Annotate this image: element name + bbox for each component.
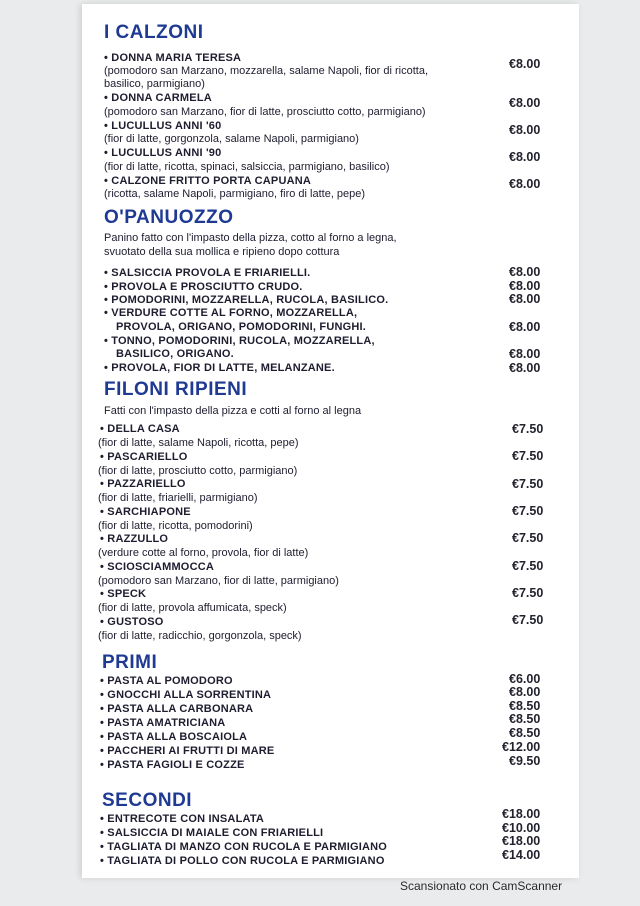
menu-item-price: €7.50 <box>512 531 544 545</box>
menu-item-desc: (pomodoro san Marzano, fior di latte, prosciutto cotto, parmigiano) <box>104 106 426 118</box>
menu-item-name: • PASTA ALLA CARBONARA <box>100 703 254 715</box>
menu-item-desc: (verdure cotte al forno, provola, fior di latte) <box>98 547 309 559</box>
menu-item-name: • TAGLIATA DI POLLO CON RUCOLA E PARMIGIANO <box>100 855 385 867</box>
menu-item-name: • PROVOLA, FIOR DI LATTE, MELANZANE. <box>104 362 335 374</box>
menu-item-price: €8.00 <box>509 347 541 361</box>
menu-item-price: €7.50 <box>512 422 544 436</box>
scanner-watermark: Scansionato con CamScanner <box>400 879 563 893</box>
menu-item-price: €14.00 <box>502 848 541 862</box>
menu-item-price: €7.50 <box>512 559 544 573</box>
menu-item-price: €6.00 <box>509 672 541 686</box>
menu-item-price: €8.00 <box>509 292 541 306</box>
menu-item-price: €8.00 <box>509 279 541 293</box>
menu-item-name: • PASCARIELLO <box>100 451 188 463</box>
menu-item-name: • CALZONE FRITTO PORTA CAPUANA <box>104 175 312 187</box>
menu-item-desc: (fior di latte, gorgonzola, salame Napoli, parmigiano) <box>104 133 359 145</box>
section-intro: svuotato della sua mollica e ripieno dopo cottura <box>104 246 340 258</box>
menu-item-price: €8.00 <box>509 177 541 191</box>
menu-item-desc: (pomodoro san Marzano, fior di latte, parmigiano) <box>98 575 339 587</box>
menu-item-name: • PASTA AL POMODORO <box>100 675 233 687</box>
menu-item-name: • PROVOLA E PROSCIUTTO CRUDO. <box>104 281 303 293</box>
section-title-filoni: FILONI RIPIENI <box>104 379 248 400</box>
menu-item-name: • PAZZARIELLO <box>100 478 186 490</box>
menu-item-desc: (ricotta, salame Napoli, parmigiano, firo di latte, pepe) <box>104 188 366 200</box>
menu-item-price: €8.00 <box>509 96 541 110</box>
menu-item-name: • POMODORINI, MOZZARELLA, RUCOLA, BASILICO. <box>104 294 389 306</box>
menu-item-price: €18.00 <box>502 834 541 848</box>
menu-item-name: • TAGLIATA DI MANZO CON RUCOLA E PARMIGIANO <box>100 841 388 853</box>
menu-item-desc: (fior di latte, radicchio, gorgonzola, speck) <box>98 630 302 642</box>
menu-item-price: €8.00 <box>509 123 541 137</box>
menu-item-name: • ENTRECOTE CON INSALATA <box>100 813 265 825</box>
menu-item-price: €7.50 <box>512 613 544 627</box>
menu-item-name: • DELLA CASA <box>100 423 180 435</box>
menu-item-name: • DONNA MARIA TERESA <box>104 52 242 64</box>
menu-item-desc: (pomodoro san Marzano, mozzarella, salame Napoli, fior di ricotta, <box>104 65 429 77</box>
menu-item-name: • SALSICCIA PROVOLA E FRIARIELLI. <box>104 267 311 279</box>
section-title-panuozzo: O'PANUOZZO <box>104 207 234 228</box>
menu-item-name: • GNOCCHI ALLA SORRENTINA <box>100 689 272 701</box>
menu-item-name: • GUSTOSO <box>100 616 164 628</box>
menu-item-desc: (fior di latte, ricotta, spinaci, salsiccia, parmigiano, basilico) <box>104 161 390 173</box>
menu-item-name: • RAZZULLO <box>100 533 169 545</box>
menu-item-name: • PASTA FAGIOLI E COZZE <box>100 759 245 771</box>
menu-item-desc: (fior di latte, prosciutto cotto, parmigiano) <box>98 465 298 477</box>
menu-item-price: €7.50 <box>512 504 544 518</box>
menu-item-name: • DONNA CARMELA <box>104 92 212 104</box>
menu-item-desc: basilico, parmigiano) <box>104 78 205 90</box>
menu-item-name: • LUCULLUS ANNI '90 <box>104 147 222 159</box>
section-title-calzoni: I CALZONI <box>104 22 204 43</box>
menu-item-name: • TONNO, POMODORINI, RUCOLA, MOZZARELLA, <box>104 335 375 347</box>
menu-item-name: • LUCULLUS ANNI '60 <box>104 120 222 132</box>
menu-item-price: €8.00 <box>509 150 541 164</box>
menu-sheet <box>82 4 579 878</box>
menu-item-price: €8.50 <box>509 726 541 740</box>
menu-item-price: €10.00 <box>502 821 541 835</box>
menu-item-price: €7.50 <box>512 586 544 600</box>
menu-item-price: €8.00 <box>509 361 541 375</box>
section-intro: Fatti con l'impasto della pizza e cotti al forno al legna <box>104 405 362 417</box>
menu-item-price: €8.50 <box>509 699 541 713</box>
menu-item-price: €8.00 <box>509 320 541 334</box>
menu-item-name: • SARCHIAPONE <box>100 506 191 518</box>
menu-item-name: • SCIOSCIAMMOCCA <box>100 561 214 573</box>
menu-item-desc: (fior di latte, ricotta, pomodorini) <box>98 520 253 532</box>
menu-item-price: €8.00 <box>509 57 541 71</box>
menu-item-name: • SALSICCIA DI MAIALE CON FRIARIELLI <box>100 827 324 839</box>
menu-item-price: €12.00 <box>502 740 541 754</box>
menu-item-name: • PASTA AMATRICIANA <box>100 717 226 729</box>
menu-item-name: • PACCHERI AI FRUTTI DI MARE <box>100 745 275 757</box>
menu-item-price: €8.00 <box>509 685 541 699</box>
menu-item-price: €8.00 <box>509 265 541 279</box>
menu-item-price: €8.50 <box>509 712 541 726</box>
menu-item-price: €18.00 <box>502 807 541 821</box>
menu-item-name-cont: PROVOLA, ORIGANO, POMODORINI, FUNGHI. <box>116 321 367 333</box>
section-title-primi: PRIMI <box>102 652 158 673</box>
menu-item-desc: (fior di latte, provola affumicata, speck) <box>98 602 287 614</box>
menu-item-price: €7.50 <box>512 477 544 491</box>
menu-item-name: • VERDURE COTTE AL FORNO, MOZZARELLA, <box>104 307 358 319</box>
section-intro: Panino fatto con l'impasto della pizza, cotto al forno a legna, <box>104 232 397 244</box>
menu-item-price: €7.50 <box>512 449 544 463</box>
menu-item-name-cont: BASILICO, ORIGANO. <box>116 348 234 360</box>
section-title-secondi: SECONDI <box>102 790 193 811</box>
menu-item-desc: (fior di latte, salame Napoli, ricotta, pepe) <box>98 437 299 449</box>
menu-item-name: • SPECK <box>100 588 147 600</box>
menu-item-name: • PASTA ALLA BOSCAIOLA <box>100 731 248 743</box>
menu-item-desc: (fior di latte, friarielli, parmigiano) <box>98 492 258 504</box>
menu-item-price: €9.50 <box>509 754 541 768</box>
